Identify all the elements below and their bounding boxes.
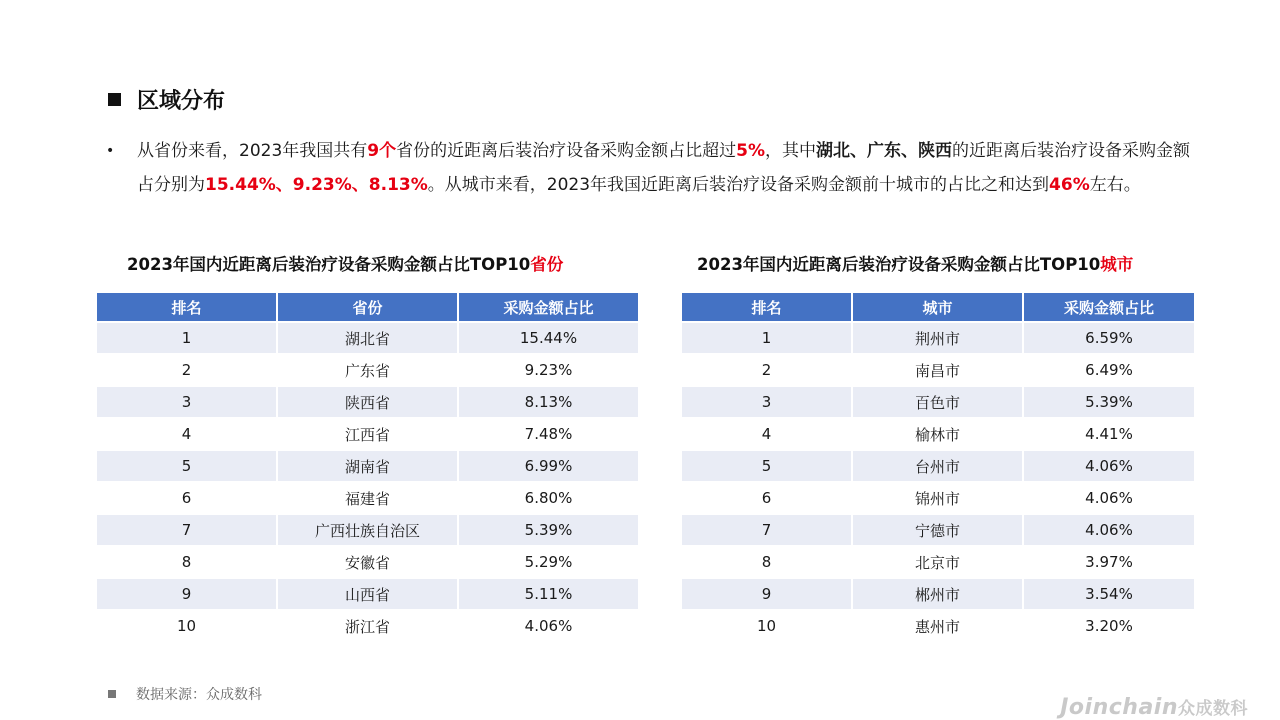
province-cell-name: 浙江省 (278, 611, 457, 641)
city-table-row (682, 611, 1194, 641)
province-cell-name: 湖南省 (278, 451, 457, 481)
city-cell-rank: 6 (682, 483, 851, 513)
province-cell-rank: 7 (97, 515, 276, 545)
city-table-row (682, 355, 1194, 385)
province-cell-name: 江西省 (278, 419, 457, 449)
city-table-title-highlight: 城市 (1100, 255, 1134, 274)
province-table-row (97, 355, 638, 385)
province-cell-share: 4.06% (459, 611, 638, 641)
section-title-text: 区域分布 (137, 89, 226, 114)
city-cell-rank: 3 (682, 387, 851, 417)
province-cell-share: 5.29% (459, 547, 638, 577)
city-table-row (682, 451, 1194, 481)
province-cell-name: 广东省 (278, 355, 457, 385)
city-cell-name: 郴州市 (853, 579, 1022, 609)
province-cell-name: 山西省 (278, 579, 457, 609)
province-cell-rank: 6 (97, 483, 276, 513)
city-cell-name: 南昌市 (853, 355, 1022, 385)
city-cell-name: 宁德市 (853, 515, 1022, 545)
province-header-share: 采购金额占比 (459, 293, 638, 321)
city-cell-share: 5.39% (1024, 387, 1194, 417)
province-cell-share: 5.11% (459, 579, 638, 609)
city-cell-share: 6.59% (1024, 323, 1194, 353)
city-cell-rank: 4 (682, 419, 851, 449)
province-header-province: 省份 (278, 293, 457, 321)
city-cell-name: 荆州市 (853, 323, 1022, 353)
province-table-row (97, 451, 638, 481)
bullet-icon: • (106, 143, 115, 159)
logo-latin: Joinchain (1060, 695, 1178, 720)
city-table-row (682, 387, 1194, 417)
city-cell-rank: 8 (682, 547, 851, 577)
city-table-header-row (682, 293, 1194, 321)
city-cell-rank: 2 (682, 355, 851, 385)
summary-highlight-2: 5% (736, 141, 765, 161)
city-cell-share: 4.06% (1024, 483, 1194, 513)
summary-text-2: 省份的近距离后装治疗设备采购金额占比超过 (396, 141, 737, 161)
province-cell-rank: 1 (97, 323, 276, 353)
city-cell-name: 榆林市 (853, 419, 1022, 449)
city-cell-rank: 7 (682, 515, 851, 545)
province-cell-share: 7.48% (459, 419, 638, 449)
summary-text-5: 。从城市来看，2023年我国近距离后装治疗设备采购金额前十城市的占比之和达到 (427, 175, 1050, 195)
province-cell-share: 5.39% (459, 515, 638, 545)
province-table-row (97, 547, 638, 577)
province-cell-share: 6.80% (459, 483, 638, 513)
city-cell-share: 4.41% (1024, 419, 1194, 449)
province-table (95, 291, 640, 643)
city-cell-share: 3.97% (1024, 547, 1194, 577)
province-table-row (97, 515, 638, 545)
city-table-row (682, 483, 1194, 513)
city-cell-name: 台州市 (853, 451, 1022, 481)
summary-text (137, 134, 1196, 202)
province-cell-name: 陕西省 (278, 387, 457, 417)
province-cell-rank: 5 (97, 451, 276, 481)
province-cell-name: 湖北省 (278, 323, 457, 353)
province-table-header-row (97, 293, 638, 321)
city-table-title-prefix: 2023年国内近距离后装治疗设备采购金额占比TOP10 (697, 255, 1101, 274)
city-header-rank: 排名 (682, 293, 851, 321)
city-cell-name: 惠州市 (853, 611, 1022, 641)
province-cell-rank: 3 (97, 387, 276, 417)
city-cell-share: 6.49% (1024, 355, 1194, 385)
province-table-row (97, 419, 638, 449)
province-cell-name: 福建省 (278, 483, 457, 513)
province-cell-rank: 4 (97, 419, 276, 449)
city-cell-rank: 1 (682, 323, 851, 353)
province-table-title-highlight: 省份 (530, 255, 564, 274)
data-source (108, 684, 262, 704)
city-cell-name: 锦州市 (853, 483, 1022, 513)
square-bullet-icon (108, 690, 116, 698)
province-table-row (97, 579, 638, 609)
summary-text-3: ，其中 (764, 141, 816, 161)
summary-text-1: 从省份来看，2023年我国共有 (137, 141, 368, 161)
province-header-rank: 排名 (97, 293, 276, 321)
summary-paragraph (106, 134, 1196, 202)
city-cell-name: 百色市 (853, 387, 1022, 417)
city-cell-share: 4.06% (1024, 451, 1194, 481)
province-cell-share: 15.44% (459, 323, 638, 353)
province-cell-rank: 8 (97, 547, 276, 577)
joinchain-logo (1060, 694, 1248, 720)
city-table-row (682, 323, 1194, 353)
province-table-title (127, 251, 563, 275)
city-table (680, 291, 1196, 643)
logo-cn: 众成数科 (1178, 699, 1248, 719)
city-table-row (682, 579, 1194, 609)
province-cell-name: 广西壮族自治区 (278, 515, 457, 545)
city-cell-name: 北京市 (853, 547, 1022, 577)
city-cell-rank: 10 (682, 611, 851, 641)
square-bullet-icon (108, 93, 121, 106)
province-table-row (97, 611, 638, 641)
city-table-row (682, 419, 1194, 449)
province-table-row (97, 323, 638, 353)
summary-highlight-4: 46% (1049, 175, 1090, 195)
city-table-title (697, 251, 1133, 275)
province-cell-rank: 2 (97, 355, 276, 385)
summary-highlight-1: 9个 (367, 141, 397, 161)
province-table-title-prefix: 2023年国内近距离后装治疗设备采购金额占比TOP10 (127, 255, 531, 274)
summary-text-6: 左右。 (1089, 175, 1141, 195)
province-cell-rank: 9 (97, 579, 276, 609)
city-table-row (682, 547, 1194, 577)
summary-text-4: 的近距离后装治疗设备采购金额占分别为 (137, 141, 1190, 195)
province-table-row (97, 387, 638, 417)
city-cell-share: 3.54% (1024, 579, 1194, 609)
city-header-city: 城市 (853, 293, 1022, 321)
province-cell-name: 安徽省 (278, 547, 457, 577)
data-source-text: 数据来源：众成数科 (136, 687, 262, 703)
city-cell-share: 3.20% (1024, 611, 1194, 641)
province-cell-share: 9.23% (459, 355, 638, 385)
province-table-row (97, 483, 638, 513)
city-cell-share: 4.06% (1024, 515, 1194, 545)
city-header-share: 采购金额占比 (1024, 293, 1194, 321)
summary-bold-provinces: 湖北、广东、陕西 (815, 141, 952, 161)
city-table-row (682, 515, 1194, 545)
section-title (108, 84, 225, 115)
city-cell-rank: 5 (682, 451, 851, 481)
province-cell-share: 8.13% (459, 387, 638, 417)
city-cell-rank: 9 (682, 579, 851, 609)
province-cell-rank: 10 (97, 611, 276, 641)
province-cell-share: 6.99% (459, 451, 638, 481)
summary-highlight-3: 15.44%、9.23%、8.13% (205, 175, 428, 195)
